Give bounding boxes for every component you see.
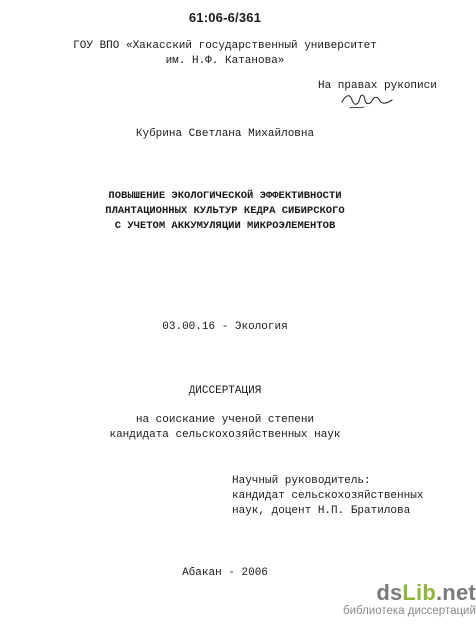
logo-part-lib: Lib	[402, 580, 436, 605]
institution-name	[0, 39, 450, 69]
handwritten-signature	[340, 88, 400, 112]
work-type: ДИССЕРТАЦИЯ	[188, 385, 262, 397]
watermark-tagline: библиотека диссертаций	[343, 605, 476, 617]
scientific-advisor	[232, 474, 423, 519]
archive-code: 61:06-6/361	[188, 10, 262, 25]
degree-line-1: на соискание ученой степени	[135, 414, 315, 426]
author-name: Кубрина Светлана Михайловна	[135, 128, 315, 140]
degree-statement	[0, 413, 450, 443]
advisor-line-2: кандидат сельскохозяйственных	[232, 490, 424, 502]
title-line-1: ПОВЫШЕНИЕ ЭКОЛОГИЧЕСКОЙ ЭФФЕКТИВНОСТИ	[108, 190, 342, 202]
city-year: Абакан - 2006	[182, 567, 268, 579]
title-line-2: ПЛАНТАЦИОННЫХ КУЛЬТУР КЕДРА СИБИРСКОГО	[105, 205, 345, 217]
institution-line-2: им. Н.Ф. Катанова»	[165, 55, 285, 67]
rights-notice: На правах рукописи	[318, 80, 437, 92]
logo-part-ds: ds	[376, 580, 403, 605]
dslib-logo	[343, 581, 476, 605]
logo-part-net: .net	[436, 580, 476, 605]
advisor-line-1: Научный руководитель:	[232, 475, 371, 487]
dissertation-title	[0, 189, 450, 234]
specialty-code: 03.00.16 - Экология	[162, 321, 288, 333]
dslib-watermark	[343, 581, 476, 618]
institution-line-1: ГОУ ВПО «Хакасский государственный университет	[73, 40, 377, 52]
advisor-line-3: наук, доцент Н.П. Братилова	[232, 505, 411, 517]
degree-line-2: кандидата сельскохозяйственных наук	[109, 429, 341, 441]
title-line-3: С УЧЕТОМ АККУМУЛЯЦИИ МИКРОЭЛЕМЕНТОВ	[114, 220, 336, 232]
